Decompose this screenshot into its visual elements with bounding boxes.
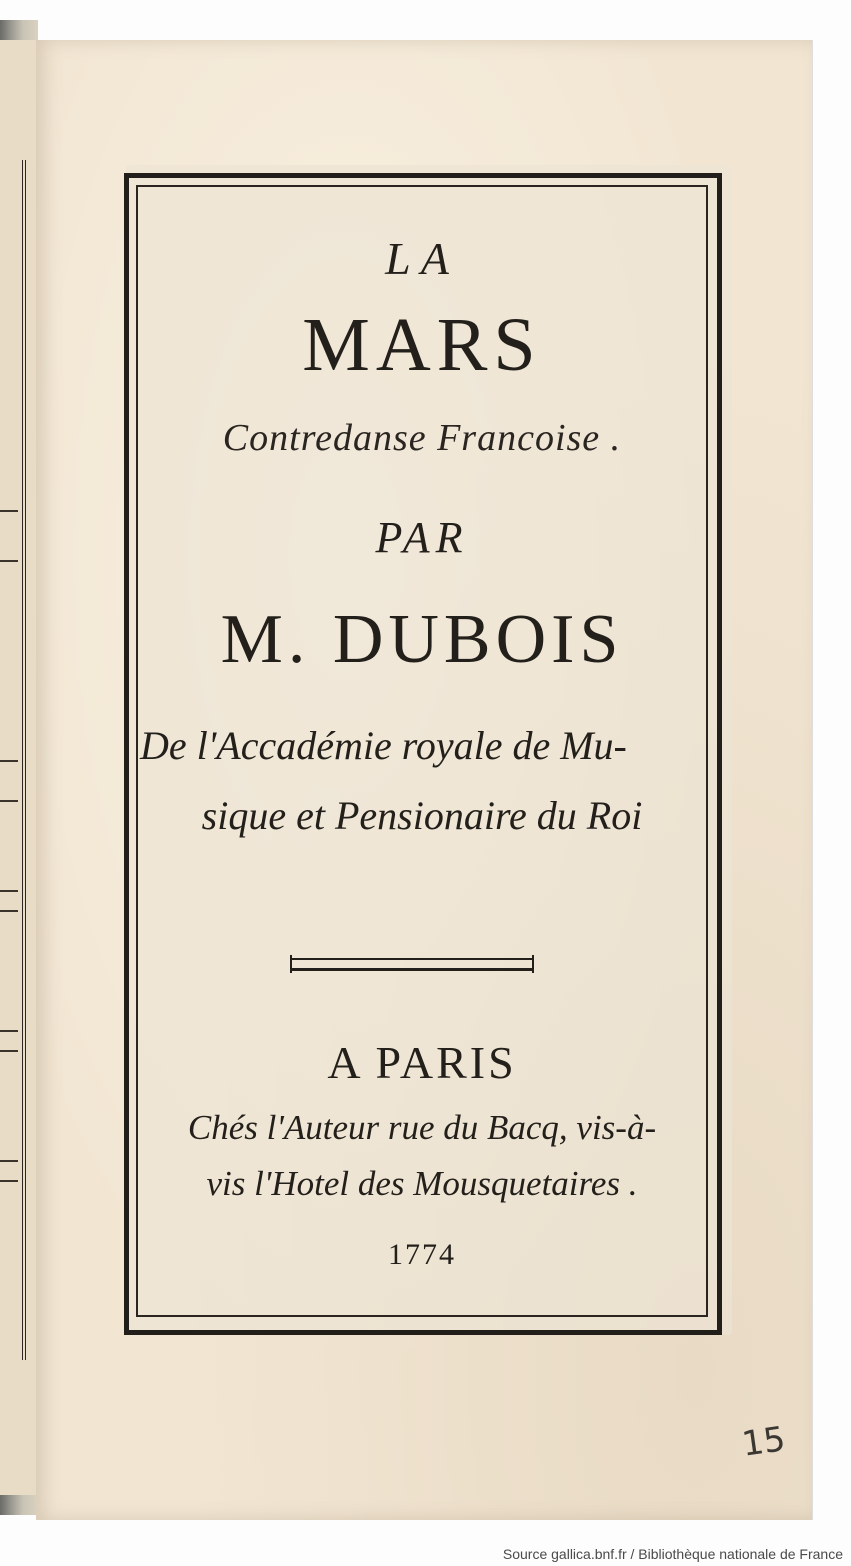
author-affiliation-line-1: De l'Accadémie royale de Mu- [140,723,627,768]
by-line: PAR [375,513,469,562]
previous-page-mark [0,1160,18,1162]
previous-page-mark [0,1030,18,1032]
publication-year: 1774 [388,1238,456,1271]
previous-page-mark [0,890,18,892]
previous-page-mark [0,800,18,802]
previous-page-mark [0,910,18,912]
decorative-rule [290,958,534,971]
imprint-address-line-1: Chés l'Auteur rue du Bacq, vis-à- [187,1108,657,1147]
handwritten-folio-number: 15 [739,1419,788,1465]
previous-page-mark [0,510,18,512]
previous-page-mark [0,1180,18,1182]
subtitle: Contredanse Francoise . [222,417,622,459]
title-article: LA [385,233,459,284]
title-page [36,40,812,1520]
author-name: M. DUBOIS [220,601,624,678]
imprint-city: A PARIS [327,1037,517,1088]
source-credit: Source gallica.bnf.fr / Bibliothèque nationale de France [502,1546,843,1562]
author-affiliation-line-2: sique et Pensionaire du Roi [201,793,643,838]
previous-page-mark [0,1050,18,1052]
main-title: MARS [302,303,542,387]
imprint-address-line-2: vis l'Hotel des Mousquetaires . [206,1164,638,1203]
previous-page-mark [0,560,18,562]
previous-page-edge [0,40,37,1495]
previous-page-mark [0,760,18,762]
